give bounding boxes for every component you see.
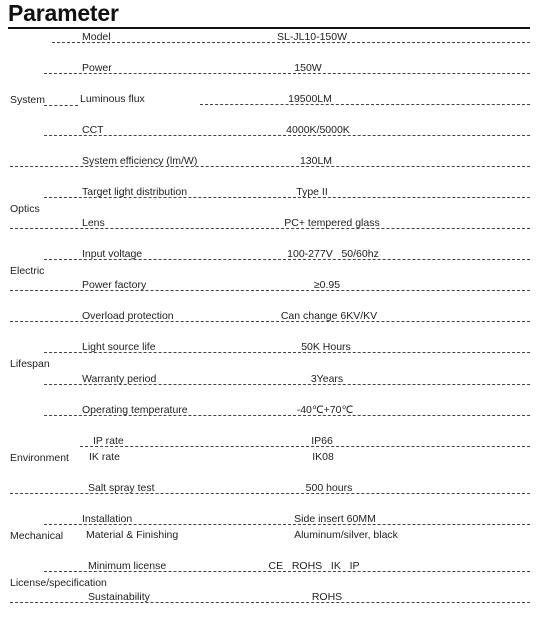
param-label: Power	[82, 62, 112, 74]
param-value: -40℃+70℃	[296, 404, 354, 416]
param-label: Minimum license	[88, 560, 167, 572]
param-row-luminous-flux	[0, 93, 541, 109]
param-label: Lens	[82, 217, 105, 229]
param-row-input-voltage	[0, 248, 541, 264]
param-value: Type II	[296, 186, 328, 198]
param-row-installation	[0, 513, 541, 529]
param-value: IP66	[311, 435, 333, 447]
param-row-salt-spray-test	[0, 482, 541, 498]
row-leader	[80, 446, 530, 447]
param-value: SL-JL10-150W	[276, 31, 348, 43]
param-label: Material & Finishing	[86, 529, 179, 541]
param-row-operating-temperature	[0, 404, 541, 420]
category-electric: Electric	[10, 265, 45, 277]
param-value: CE ROHS IK IP	[268, 560, 360, 572]
param-label: IP rate	[93, 435, 124, 447]
param-row-overload-protection	[0, 310, 541, 326]
param-label: Luminous flux	[80, 93, 145, 105]
param-label: Power factory	[82, 279, 147, 291]
param-row-warranty-period	[0, 373, 541, 389]
param-value: Can change 6KV/KV	[280, 310, 378, 322]
category-system: System	[10, 94, 46, 106]
param-label: Installation	[82, 513, 133, 525]
param-row-system-efficiency	[0, 155, 541, 171]
title-underline	[8, 27, 530, 29]
page-title: Parameter	[8, 0, 119, 26]
category-environment: Environment	[10, 452, 69, 464]
param-value: 130LM	[299, 155, 333, 167]
param-label: Model	[82, 31, 111, 43]
param-value: Aluminum/silver, black	[294, 529, 398, 541]
param-row-lens	[0, 217, 541, 233]
param-row-cct	[0, 124, 541, 140]
param-value: 19500LM	[288, 93, 332, 105]
category-optics: Optics	[10, 203, 40, 215]
param-row-light-source-life	[0, 341, 541, 357]
param-row-power-factory	[0, 279, 541, 295]
param-value: ≥0.95	[313, 279, 341, 291]
category-lifespan: Lifespan	[10, 358, 50, 370]
param-value: 100-277V 50/60hz	[287, 248, 379, 260]
param-row-ip-rate	[0, 435, 541, 451]
param-label: Light source life	[82, 341, 156, 353]
param-label: Operating temperature	[82, 404, 188, 416]
param-value: 500 hours	[305, 482, 353, 494]
param-row-minimum-license	[0, 560, 541, 576]
param-value: 150W	[294, 62, 322, 74]
param-row-target-light-distribution	[0, 186, 541, 202]
param-row-material-finishing	[0, 529, 541, 545]
param-label: Warranty period	[82, 373, 157, 385]
category-license: License/specification	[10, 577, 107, 589]
param-label: IK rate	[89, 451, 120, 463]
param-label: Input voltage	[82, 248, 143, 260]
param-value: 3Years	[310, 373, 344, 385]
row-leader	[44, 73, 530, 74]
param-value: 4000K/5000K	[286, 124, 350, 136]
param-value: ROHS	[311, 591, 343, 603]
param-value: IK08	[312, 451, 334, 463]
param-row-ik-rate	[0, 451, 541, 467]
param-label: System efficiency (lm/W)	[82, 155, 198, 167]
param-label: CCT	[82, 124, 104, 136]
param-value: Side insert 60MM	[294, 513, 376, 525]
row-leader	[200, 104, 530, 105]
param-row-power	[0, 62, 541, 78]
param-value: 50K Hours	[301, 341, 351, 353]
param-row-sustainability	[0, 591, 541, 607]
category-mechanical: Mechanical	[10, 530, 64, 542]
param-row-model	[0, 31, 541, 47]
param-label: Salt spray test	[88, 482, 155, 494]
param-value: PC+ tempered glass	[284, 217, 380, 229]
param-label: Target light distribution	[82, 186, 188, 198]
param-label: Sustainability	[88, 591, 150, 603]
param-label: Overload protection	[82, 310, 174, 322]
